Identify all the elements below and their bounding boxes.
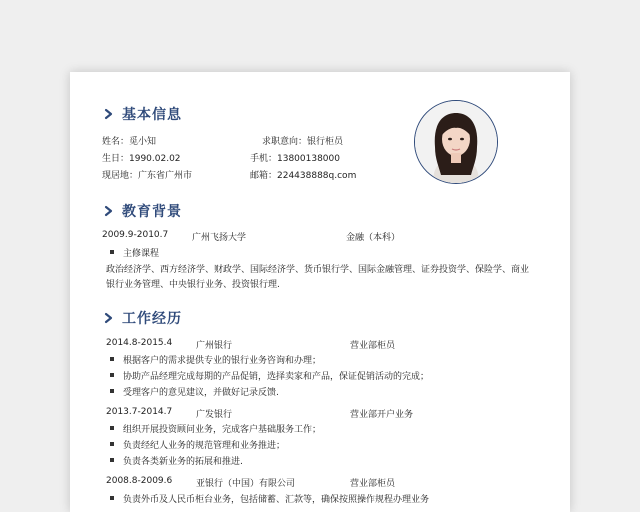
edu-major: 金融（本科） — [346, 233, 401, 243]
section-title-basic — [102, 104, 182, 124]
job-duty: 受理客户的意见建议，并做好记录反馈. — [123, 385, 279, 398]
chevron-right-icon — [102, 311, 116, 325]
chevron-right-icon — [102, 107, 116, 121]
courses-list-line2: 银行业务管理、中央银行业务、投资银行理. — [106, 280, 280, 290]
job-role: 营业部开户业务 — [350, 410, 414, 420]
job-duty: 组织开展投资顾问业务，完成客户基础服务工作； — [123, 422, 321, 435]
job-intent-field: 求职意向：银行柜员 — [262, 137, 344, 147]
section-title-work — [102, 308, 182, 328]
edu-school: 广州飞扬大学 — [192, 233, 247, 243]
resume-page — [70, 72, 570, 512]
job-duty: 负责各类新业务的拓展和推进. — [123, 454, 243, 467]
section-title-text: 工作经历 — [122, 311, 182, 327]
phone-field: 手机：13800138000 — [250, 154, 340, 164]
job-period: 2008.8-2009.6 — [106, 476, 173, 486]
section-title-education — [102, 201, 182, 221]
section-title-text: 教育背景 — [122, 204, 182, 220]
job-duty: 负责经纪人业务的规范管理和业务推进； — [123, 438, 285, 451]
location-field: 现居地：广东省广州市 — [102, 171, 193, 181]
job-duty: 负责外币及人民币柜台业务，包括储蓄、汇款等，确保按照操作规程办理业务 — [123, 492, 429, 505]
job-company: 广州银行 — [196, 341, 233, 351]
name-field: 姓名：觅小知 — [102, 137, 157, 147]
edu-period: 2009.9-2010.7 — [102, 230, 169, 240]
job-company: 亚银行（中国）有限公司 — [196, 479, 296, 489]
birthday-field: 生日：1990.02.02 — [102, 154, 181, 164]
job-company: 广发银行 — [196, 410, 233, 420]
email-field: 邮箱：224438888q.com — [250, 171, 357, 181]
portrait-illustration — [415, 101, 497, 183]
job-period: 2013.7-2014.7 — [106, 407, 173, 417]
profile-photo — [414, 100, 498, 184]
courses-label: 主修课程 — [123, 246, 159, 259]
job-role: 营业部柜员 — [350, 479, 396, 489]
courses-list-line1: 政治经济学、西方经济学、财政学、国际经济学、货币银行学、国际金融管理、证券投资学、保险学、商业 — [106, 265, 530, 275]
job-period: 2014.8-2015.4 — [106, 338, 173, 348]
job-duty: 根据客户的需求提供专业的银行业务咨询和办理； — [123, 353, 321, 366]
job-role: 营业部柜员 — [350, 341, 396, 351]
job-duty: 协助产品经理完成每期的产品促销，选择卖家和产品，保证促销活动的完成； — [123, 369, 429, 382]
section-title-text: 基本信息 — [122, 107, 182, 123]
chevron-right-icon — [102, 204, 116, 218]
